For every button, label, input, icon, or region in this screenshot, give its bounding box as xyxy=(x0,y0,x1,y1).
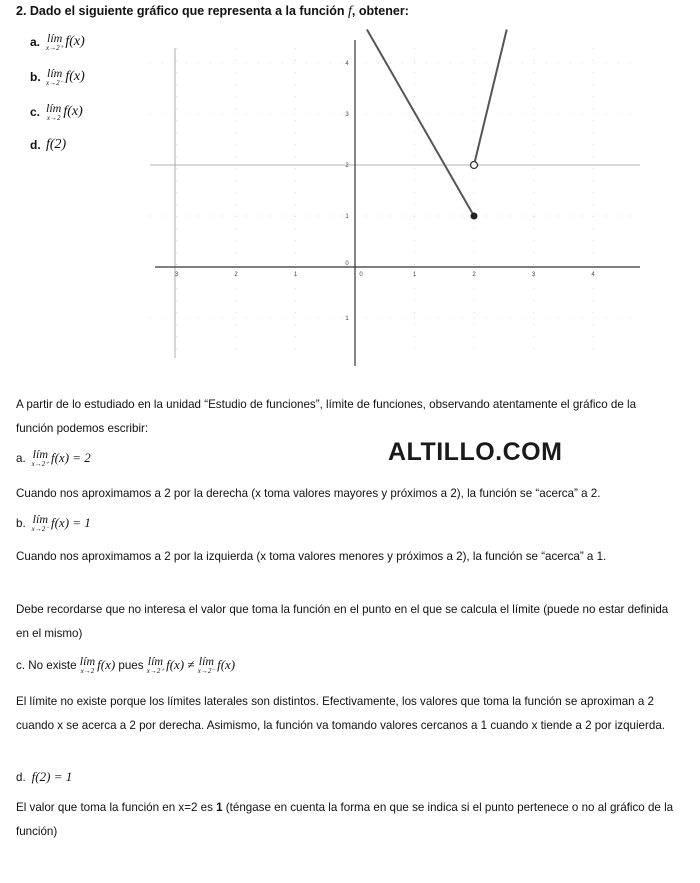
answer-label: a. xyxy=(16,451,26,465)
x-tick-label: 4 xyxy=(591,272,595,278)
item-label: b. xyxy=(30,70,41,84)
item-expression: f(2) xyxy=(46,137,67,152)
x-tick-label: 3 xyxy=(531,272,536,278)
x-tick-label: 3 xyxy=(174,272,179,278)
function-graph xyxy=(0,0,700,383)
answer-label: c. No existe xyxy=(16,658,80,672)
intro-paragraph: A partir de lo estudiado en la unidad “Estudio de funciones”, límite de funciones, observando atentamente el gráfico de la función podemos escribir: xyxy=(16,398,637,435)
graph-tick-labels xyxy=(175,61,596,322)
limit-operator: lím x→2⁺ xyxy=(146,654,165,675)
x-tick-label: 1 xyxy=(412,272,417,278)
x-tick-label: 1 xyxy=(293,272,298,278)
answer-expression: f(x) xyxy=(217,657,236,672)
answer-label: d. xyxy=(16,770,26,784)
y-tick-label: 1 xyxy=(345,214,349,220)
answer-d-value: 1 xyxy=(216,801,223,814)
answer-expression: f(2) = 1 xyxy=(31,769,73,784)
answer-label: b. xyxy=(16,516,26,530)
limit-operator: lím x→2⁺ xyxy=(31,447,49,468)
y-tick-label: 2 xyxy=(345,163,349,169)
answer-b xyxy=(16,513,91,533)
answer-b-text: Cuando nos aproximamos a 2 por la izquierda (x toma valores menores y próximos a 2), la función se “acerca” a 1. xyxy=(16,550,607,563)
y-tick-label: 0 xyxy=(345,261,349,267)
graph-grid xyxy=(150,48,640,358)
answer-d xyxy=(16,769,72,785)
limit-operator: lím x→2⁻ xyxy=(197,654,216,675)
x-tick-label: 2 xyxy=(472,272,476,278)
y-tick-label: 1 xyxy=(345,316,349,322)
limit-operator: lím x→2 xyxy=(79,654,96,675)
y-tick-label: 3 xyxy=(345,112,349,118)
closed-point-marker xyxy=(471,213,478,220)
note-paragraph: Debe recordarse que no interesa el valor que toma la función en el punto en el que se calcula el límite (puede no estar definida en el mismo) xyxy=(16,603,669,640)
item-label: d. xyxy=(30,138,41,152)
item-label: a. xyxy=(30,35,41,49)
answer-expression: f(x) xyxy=(97,657,116,672)
question-function-name: f xyxy=(348,4,352,19)
answer-expression: f(x) = 2 xyxy=(50,450,91,465)
limit-operator: lím x→2⁺ xyxy=(46,31,64,52)
item-expression: f(x) xyxy=(65,34,85,49)
limit-operator: lím x→2⁻ xyxy=(46,66,64,87)
connector-text: pues xyxy=(115,658,147,672)
limit-operator: lím x→2⁻ xyxy=(31,512,49,533)
item-expression: f(x) xyxy=(65,69,85,84)
watermark-logo: ALTILLO.COM xyxy=(388,438,563,466)
x-tick-label: 2 xyxy=(234,272,238,278)
graph-curves xyxy=(367,30,507,220)
curve-right-branch xyxy=(474,30,507,166)
graph-axes xyxy=(155,40,640,366)
answer-a-text: Cuando nos aproximamos a 2 por la derecha (x toma valores mayores y próximos a 2), la función se “acerca” a 2. xyxy=(16,487,601,500)
y-tick-label: 4 xyxy=(345,61,349,67)
open-point-marker xyxy=(471,162,478,169)
question-prefix: 2. Dado el siguiente gráfico que representa a la función xyxy=(16,4,349,18)
answer-c-text: El límite no existe porque los límites laterales son distintos. Efectivamente, los valores que toma la función se aproximan a 2 cuando x se acerca a 2 por derecha. Asimismo, la función va tomando valores cercanos a 1 cuando x tiende a 2 por izquierda. xyxy=(16,695,665,732)
answer-c xyxy=(16,655,235,675)
item-expression: f(x) xyxy=(63,104,83,119)
limit-operator: lím x→2 xyxy=(46,101,62,122)
answer-expression: f(x) = 1 xyxy=(50,515,91,530)
answer-a xyxy=(16,448,91,468)
answer-d-text: El valor que toma la función en x=2 es 1 (téngase en cuenta la forma en que se indica si el punto pertenece o no al gráfico de la función) xyxy=(16,801,674,838)
item-label: c. xyxy=(30,105,41,119)
answer-expression: f(x) ≠ xyxy=(166,657,198,672)
x-tick-label: 0 xyxy=(359,272,363,278)
question-suffix: , obtener: xyxy=(351,4,409,18)
curve-left-branch xyxy=(367,30,474,217)
